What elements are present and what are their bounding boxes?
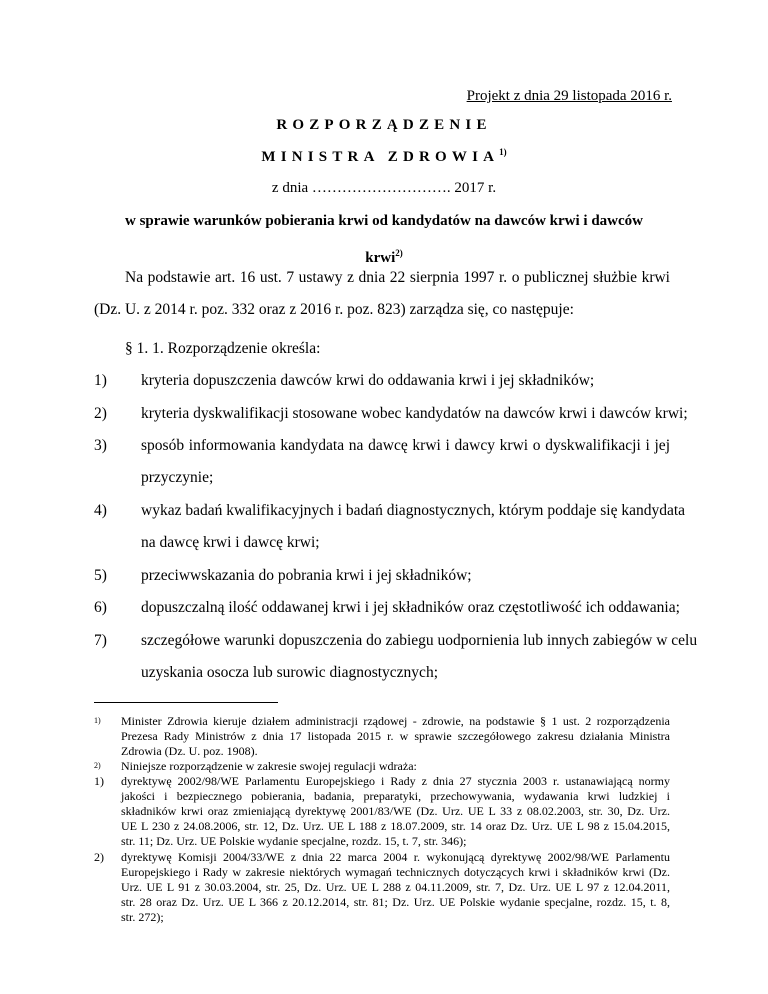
list-item-text: szczegółowe warunki dopuszczenia do zabiegu uodpornienia lub innych zabiegów w celu [141,632,698,649]
footnote-text: Zdrowia (Dz. U. poz. 1908). [121,744,258,758]
footnote-text: Niniejsze rozporządzenie w zakresie swojej regulacji wdraża: [121,759,417,773]
directive-text: Europejskiego i Rady w zakresie niektórych wymagań technicznych dotyczących krwi i składników krwi (Dz. [121,865,670,879]
list-item-text: kryteria dyskwalifikacji stosowane wobec kandydatów na dawców krwi i dawców krwi; [141,405,688,422]
directive-text: str. 11; Dz. Urz. UE Polskie wydanie specjalne, rozdz. 15, t. 7, str. 346); [121,834,467,848]
section-heading: § 1. 1. Rozporządzenie określa: [125,340,321,357]
footnote-number [94,759,101,775]
list-item-number: 5) [94,567,107,584]
list-item-number: 4) [94,502,107,519]
directive-text: jakości i bezpiecznego pobierania, badania, preparatyki, przechowywania, wydawania krwi ludzkiej i [121,789,670,803]
list-item-number: 2) [94,405,107,422]
list-item-number: 7) [94,632,107,649]
document-issuer [0,147,768,166]
document-subject-line-2 [0,248,768,267]
directive-text: str. 272); [121,910,164,924]
footnote-ref-2: 2) [395,248,403,258]
footnote-ref-1: 1) [499,147,507,157]
list-item-number: 6) [94,599,107,616]
document-subject-line-1: w sprawie warunków pobierania krwi od kandydatów na dawców krwi i dawców [125,213,643,229]
footnote-separator [94,702,278,703]
list-item-number: 1) [94,372,107,389]
footnote-text: Minister Zdrowia kieruje działem administracji rządowej - zdrowie, na podstawie § 1 ust. 2 rozporządzenia [121,714,670,728]
footnote-number [94,714,101,730]
list-item-text: kryteria dopuszczenia dawców krwi do oddawania krwi i jej składników; [141,372,595,389]
document-title: ROZPORZĄDZENIE [276,117,492,133]
footnote-text: Prezesa Rady Ministrów z dnia 17 listopada 2015 r. w sprawie szczegółowego zakresu działania Ministra [121,729,670,743]
directive-text: str. 28 oraz Dz. Urz. UE L 366 z 20.12.2014, str. 81; Dz. Urz. UE Polskie wydanie specjalne, rozdz. 15, t. 8, [121,895,670,909]
footnote-number-text: 2) [94,761,101,770]
subject-text: krwi [365,250,396,266]
legal-basis-line-1: Na podstawie art. 16 ust. 7 ustawy z dnia 22 sierpnia 1997 r. o publicznej służbie krwi [125,269,670,286]
directive-number: 2) [94,850,104,864]
document-date: z dnia ………………………. 2017 r. [271,180,497,196]
draft-note: Projekt z dnia 29 listopada 2016 r. [466,88,672,104]
legal-basis-line-2: (Dz. U. z 2014 r. poz. 332 oraz z 2016 r. poz. 823) zarządza się, co następuje: [94,301,574,318]
list-item-text-continued: na dawcę krwi i dawcę krwi; [141,534,320,551]
directive-text: dyrektywę 2002/98/WE Parlamentu Europejskiego i Rady z dnia 27 stycznia 2003 r. ustanawiającą normy [121,774,670,788]
issuer-text: MINISTRA ZDROWIA [261,149,500,165]
list-item-text: dopuszczalną ilość oddawanej krwi i jej składników oraz częstotliwość ich oddawania; [141,599,680,616]
list-item-text: sposób informowania kandydata na dawcę krwi i dawcy krwi o dyskwalifikacji i jej [141,437,670,454]
directive-text: Urz. UE L 91 z 30.03.2004, str. 25, Dz. Urz. UE L 288 z 04.11.2009, str. 7, Dz. Urz. UE L 97 z 12.04.2011, [121,880,670,894]
list-item-text-continued: przyczynie; [141,469,214,486]
directive-number: 1) [94,774,104,788]
list-item-text: wykaz badań kwalifikacyjnych i badań diagnostycznych, którym poddaje się kandydata [141,502,686,519]
list-item-number: 3) [94,437,107,454]
footnote-number-text: 1) [94,716,101,725]
directive-text: dyrektywę Komisji 2004/33/WE z dnia 22 marca 2004 r. wykonującą dyrektywę 2002/98/WE Parlamentu [121,850,670,864]
list-item-text: przeciwwskazania do pobrania krwi i jej składników; [141,567,472,584]
directive-text: UE L 230 z 24.08.2006, str. 12, Dz. Urz. UE L 188 z 18.07.2009, str. 14 oraz Dz. Urz. UE L 98 z 15.04.2015, [121,819,670,833]
list-item-text-continued: uzyskania osocza lub surowic diagnostycznych; [141,664,438,681]
directive-text: składników krwi oraz zmieniającą dyrektywę 2001/83/WE (Dz. Urz. UE L 33 z 08.02.2003, str. 30, Dz. Urz. [121,804,670,818]
